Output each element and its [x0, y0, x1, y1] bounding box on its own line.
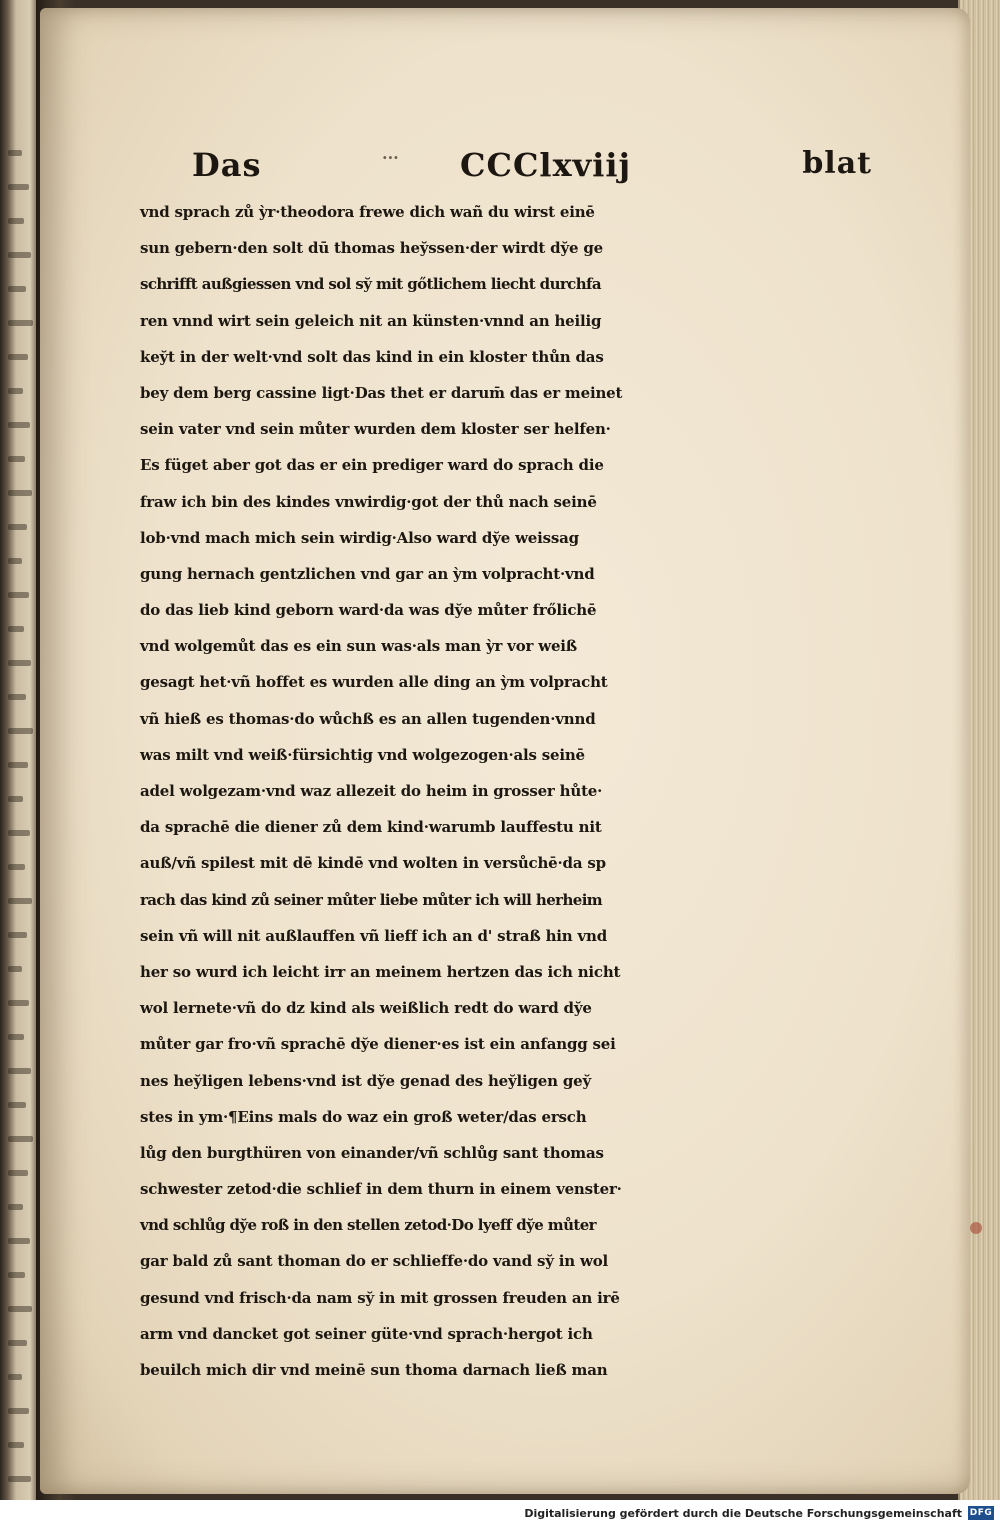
facing-page-text-mark [8, 1136, 33, 1142]
facing-page-text-mark [8, 184, 29, 190]
facing-page-text-mark [8, 218, 24, 224]
facing-page-text-mark [8, 1340, 27, 1346]
facing-page-text-mark [8, 626, 24, 632]
facing-page-text-mark [8, 388, 23, 394]
text-line: auß/vñ spilest mit dē kindē vnd wolten in versůchē·da sp [140, 854, 606, 873]
text-line: nes hey̆ligen lebens·vnd ist dy̆e genad des hey̆ligen gey̆ [140, 1071, 592, 1090]
text-line: wol lernete·vñ do dz kind als weißlich redt do ward dy̆e [140, 999, 592, 1018]
facing-page-text-mark [8, 354, 28, 360]
facing-page-text-mark [8, 898, 32, 904]
text-line: můter gar fro·vñ sprachē dy̆e diener·es ist ein anfangg sei [140, 1035, 616, 1054]
facing-page-text-mark [8, 796, 23, 802]
text-line: key̆t in der welt·vnd solt das kind in ein kloster thůn das [140, 347, 604, 366]
facing-page-text-mark [8, 694, 26, 700]
facing-page-text-mark [8, 422, 30, 428]
facing-page-text-mark [8, 592, 29, 598]
digitization-footer [0, 1500, 1000, 1526]
facing-page-text-mark [8, 320, 33, 326]
text-line: vnd sprach zů ỳr·theodora frewe dich wañ du wirst einē [140, 203, 595, 221]
facing-page-text-mark [8, 1170, 28, 1176]
dfg-logo: DFG [969, 1508, 993, 1518]
facing-page-text-mark [8, 1442, 24, 1448]
facing-page-text-mark [8, 1068, 31, 1074]
text-line: do das lieb kind geborn ward·da was dy̆e můter frőlichē [140, 601, 597, 620]
text-line: schwester zetod·die schlief in dem thurn in einem venster· [140, 1180, 622, 1199]
text-line: beuilch mich dir vnd meinē sun thoma darnach ließ man [140, 1361, 608, 1379]
header-ornament: ··· [382, 148, 399, 167]
text-line: sun gebern·den solt dū thomas hey̆ssen·der wirdt dy̆e ge [140, 239, 603, 258]
text-line: sein vñ will nit außlauffen vñ lieff ich an d' straß hin vnd [140, 926, 608, 945]
text-line: gar bald zů sant thoman do er schlieffe·do vand sy̆ in wol [140, 1252, 609, 1271]
text-line: stes in ym·¶Eins mals do waz ein groß weter/das ersch [140, 1107, 587, 1126]
text-line: vnd wolgemůt das es ein sun was·als man ỳr vor weiß [140, 637, 577, 656]
facing-page-text-mark [8, 1000, 29, 1006]
facing-page-text-mark [8, 1102, 26, 1108]
text-line: rach das kind zů seiner můter liebe můter ich will herheim [140, 890, 603, 909]
facing-page-text-mark [8, 728, 33, 734]
facing-page-text-mark [8, 558, 22, 564]
text-line: da sprachē die diener zů dem kind·warumb lauffestu nit [140, 818, 602, 837]
facing-page-text-mark [8, 524, 27, 530]
facing-page-text-mark [8, 660, 31, 666]
facing-page-text-mark [8, 150, 22, 156]
ink-stain [970, 1222, 982, 1234]
facing-page-text-mark [8, 762, 28, 768]
text-line: Es füget aber got das er ein prediger ward do sprach die [140, 456, 604, 475]
funding-credit: Digitalisierung gefördert durch die Deutsche Forschungsgemeinschaft [524, 1507, 962, 1520]
facing-page-text-mark [8, 456, 25, 462]
facing-page-text-mark [8, 864, 25, 870]
facing-page-text-mark [8, 286, 26, 292]
book-page [40, 8, 970, 1494]
text-line: was milt vnd weiß·fürsichtig vnd wolgezogen·als seinē [140, 745, 585, 764]
header-right: blat [802, 146, 872, 181]
text-block [140, 194, 890, 1388]
facing-page-text-mark [8, 1204, 23, 1210]
text-line: her so wurd ich leicht irr an meinem hertzen das ich nicht [140, 962, 621, 981]
facing-page-text-mark [8, 1374, 22, 1380]
header-left: Das [192, 146, 262, 184]
text-line: vñ hieß es thomas·do wůchß es an allen tugenden·vnnd [140, 709, 596, 728]
text-line: lůg den burgthüren von einander/vñ schlůg sant thomas [140, 1143, 604, 1162]
text-line: gesund vnd frisch·da nam sy̆ in mit grossen freuden an irē [140, 1288, 620, 1307]
facing-page-text-mark [8, 1238, 30, 1244]
facing-page-text-mark [8, 966, 22, 972]
facing-page-text-mark [8, 1408, 29, 1414]
facing-page-text-mark [8, 490, 32, 496]
text-line: schrifft außgiessen vnd sol sy̆ mit gőtlichem liecht durchfa [140, 275, 601, 294]
text-line: adel wolgezam·vnd waz allezeit do heim in grosser hůte· [140, 782, 603, 800]
text-line: ren vnnd wirt sein geleich nit an künsten·vnnd an heilig [140, 311, 602, 330]
facing-page-text-mark [8, 252, 31, 258]
facing-page-text-mark [8, 1272, 25, 1278]
facing-page-text-mark [8, 1476, 31, 1482]
facing-page-text-mark [8, 1306, 32, 1312]
text-line: arm vnd dancket got seiner güte·vnd sprach·hergot ich [140, 1324, 593, 1343]
text-line: sein vater vnd sein můter wurden dem kloster ser helfen· [140, 420, 611, 439]
text-line: bey dem berg cassine ligt·Das thet er darum̄ das er meinet [140, 383, 623, 402]
facing-page-edge [0, 0, 36, 1500]
running-header [192, 146, 872, 190]
facing-page-text-mark [8, 1034, 24, 1040]
facing-page-text-mark [8, 830, 30, 836]
folio-number: CCClxviij [460, 146, 632, 184]
facing-page-text-mark [8, 932, 27, 938]
text-line: fraw ich bin des kindes vnwirdig·got der thů nach seinē [140, 492, 597, 511]
text-line: gung hernach gentzlichen vnd gar an ỳm volpracht·vnd [140, 564, 595, 583]
text-line: lob·vnd mach mich sein wirdig·Also ward dy̆e weissag [140, 528, 579, 547]
text-line: vnd schlůg dy̆e roß in den stellen zetod·Do lyeff dy̆e můter [140, 1216, 596, 1235]
text-line: gesagt het·vñ hoffet es wurden alle ding an ỳm volpracht [140, 673, 608, 692]
